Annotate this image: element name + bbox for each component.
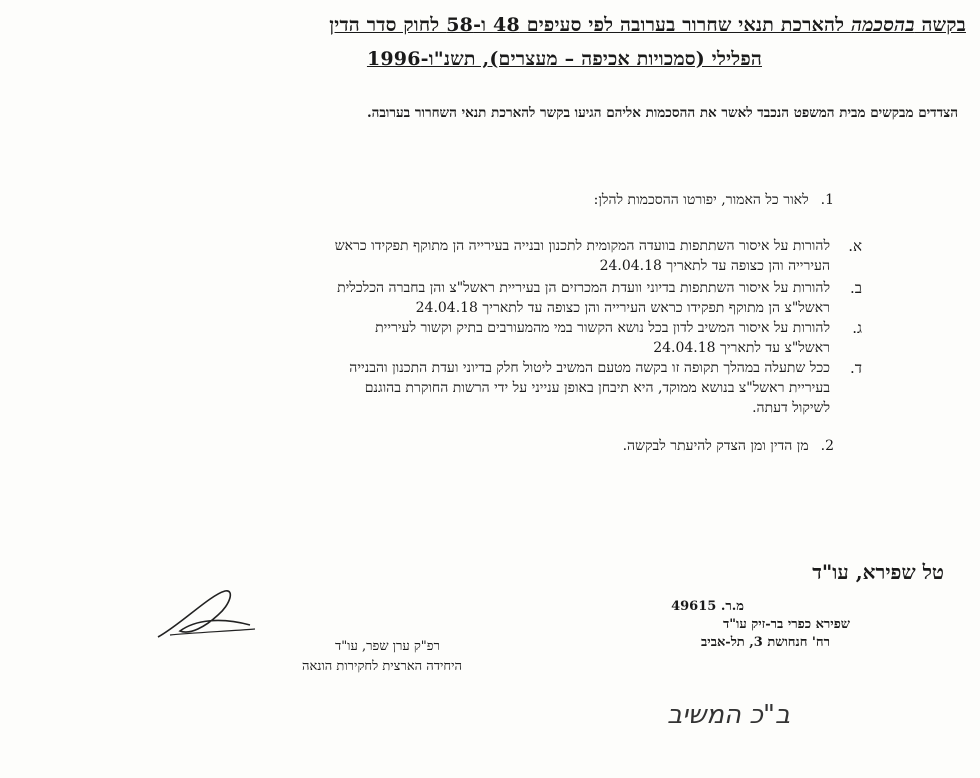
list-item-c bbox=[70, 318, 862, 358]
title-emphasis: בהסכמה bbox=[851, 14, 915, 36]
section-2 bbox=[623, 438, 834, 455]
list-item-letter: ב. bbox=[850, 279, 862, 297]
signatory-license: מ.ר. 49615 bbox=[671, 599, 744, 614]
section-2-number: 2. bbox=[820, 438, 834, 454]
handwritten-note: ב"כ המשיב bbox=[667, 700, 790, 730]
investigator-name: רפ"ק ערן שפר, עו"ד bbox=[334, 639, 440, 654]
list-item-line: להורות על איסור השתתפות בדיוני וועדת המכרזים הן בעיריית ראשל"צ והן בחברה הכלכלית bbox=[337, 280, 830, 296]
list-item-d bbox=[70, 358, 862, 418]
section-1-text: לאור כל האמור, יפורטו ההסכמות להלן: bbox=[593, 192, 809, 208]
section-1 bbox=[594, 192, 834, 209]
section-2-text: מן הדין ומן הצדק להיעתר לבקשה. bbox=[622, 438, 809, 454]
list-item-b bbox=[70, 278, 862, 318]
handwritten-signature-icon bbox=[150, 585, 260, 645]
intro-paragraph: הצדדים מבקשים מבית המשפט הנכבד לאשר את ההסכמות אליהם הגיעו בקשר להארכת תנאי השחרור בערובה. bbox=[366, 105, 958, 121]
list-item-line: ככל שתעלה במהלך תקופה זו בקשה מטעם המשיב ליטול חלק בדיוני ועדת התכנון והבנייה bbox=[349, 360, 830, 376]
title-rest: להארכת תנאי שחרור בערובה לפי סעיפים 48 ו-58 לחוק סדר הדין bbox=[329, 14, 852, 36]
section-1-number: 1. bbox=[820, 192, 834, 208]
list-item-letter: ד. bbox=[850, 359, 862, 377]
list-item-line: להורות על איסור השתתפות בוועדה המקומית לתכנון ובנייה בעירייה הן מתוקף תפקידו כראש bbox=[334, 238, 830, 254]
signatory-firm: שפירא כפרי בר-זיק עו"ד bbox=[723, 617, 850, 632]
title-prefix: בקשה bbox=[914, 14, 966, 36]
signatory-address: רח' חנחושת 3, תל-אביב bbox=[701, 635, 830, 650]
list-item-line: ראשל"צ הן מתוקף תפקידו כראש העירייה והן כצופה עד לתאריך 24.04.18 bbox=[415, 300, 830, 316]
signatory-name: טל שפירא, עו"ד bbox=[812, 560, 944, 584]
list-item-letter: א. bbox=[848, 237, 862, 255]
investigator-unit: היחידה הארצית לחקירות הונאה bbox=[301, 659, 462, 674]
list-item-line: העירייה והן כצופה עד לתאריך 24.04.18 bbox=[599, 258, 830, 274]
list-item-line: בעיריית ראשל"צ בנושא ממוקד, היא תיבחן באופן ענייני על ידי הרשות החוקרת בהוגנם bbox=[364, 380, 830, 396]
list-item-letter: ג. bbox=[852, 319, 862, 337]
list-item-line: להורות על איסור המשיב לדון בכל נושא הקשור במי מהמעורבים בתיק וקשור לעיריית bbox=[375, 320, 830, 336]
list-item-line: ראשל"צ עד לתאריך 24.04.18 bbox=[653, 340, 830, 356]
list-item-a bbox=[70, 236, 862, 276]
list-item-line: לשיקול דעתה. bbox=[752, 400, 830, 416]
page-title-line-2: הפלילי (סמכויות אכיפה – מעצרים), תשנ"ו-1996 bbox=[366, 48, 762, 70]
page-title-line-1 bbox=[329, 14, 966, 37]
